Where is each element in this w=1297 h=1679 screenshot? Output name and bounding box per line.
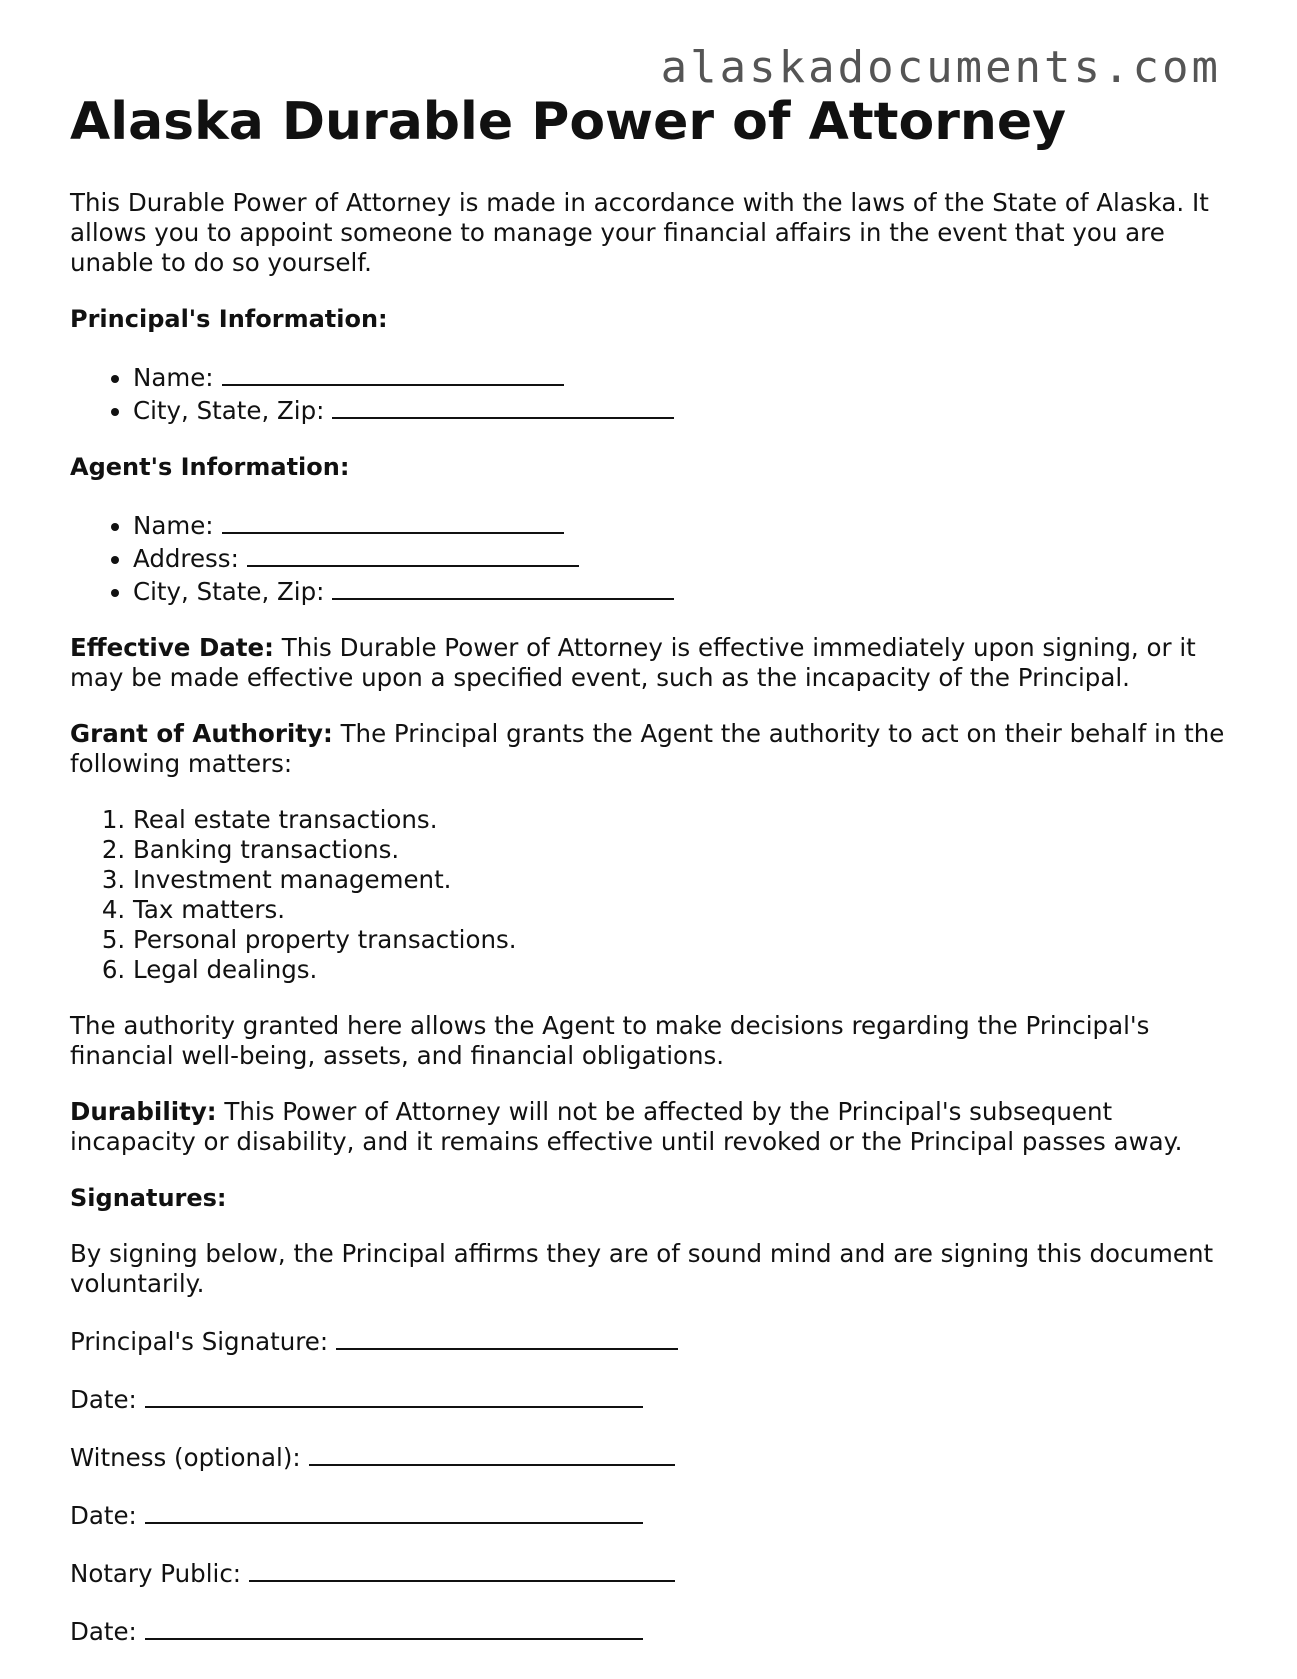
principal-name-blank[interactable] bbox=[222, 360, 564, 386]
field-label: City, State, Zip: bbox=[133, 577, 325, 606]
field-label: Address: bbox=[133, 544, 239, 573]
date-blank-3[interactable] bbox=[145, 1614, 643, 1640]
signature-label: Notary Public: bbox=[70, 1559, 242, 1588]
notary-blank[interactable] bbox=[249, 1556, 675, 1582]
agent-city-field bbox=[133, 574, 1230, 607]
principal-city-blank[interactable] bbox=[332, 393, 674, 419]
date-blank-1[interactable] bbox=[145, 1382, 643, 1408]
date-line-3 bbox=[70, 1614, 1230, 1647]
durability-text: This Power of Attorney will not be affected by the Principal's subsequent incapacity or disability, and it remains effective until revoked or the Principal passes away. bbox=[70, 1097, 1183, 1156]
watermark: alaskadocuments.com bbox=[660, 42, 1221, 93]
authority-note-paragraph: The authority granted here allows the Agent to make decisions regarding the Principal's financial well-being, assets, and financial obligations. bbox=[70, 1011, 1150, 1070]
effective-date-paragraph bbox=[70, 633, 1230, 693]
document-page bbox=[70, 90, 1230, 1647]
authority-list bbox=[70, 805, 1230, 985]
agent-heading: Agent's Information: bbox=[70, 453, 350, 481]
field-label: City, State, Zip: bbox=[133, 396, 325, 425]
signature-label: Witness (optional): bbox=[70, 1443, 301, 1472]
principal-name-field bbox=[133, 360, 1230, 393]
agent-city-blank[interactable] bbox=[332, 574, 674, 600]
witness-line bbox=[70, 1440, 1230, 1473]
witness-blank[interactable] bbox=[309, 1440, 675, 1466]
agent-fields bbox=[70, 508, 1230, 607]
principal-heading: Principal's Information: bbox=[70, 305, 388, 333]
signature-label: Date: bbox=[70, 1617, 137, 1646]
agent-address-blank[interactable] bbox=[247, 541, 579, 567]
effective-date-label: Effective Date: bbox=[70, 633, 274, 662]
effective-date-text: This Durable Power of Attorney is effective immediately upon signing, or it may be made effective upon a specified event, such as the incapacity of the Principal. bbox=[70, 633, 1196, 692]
agent-address-field bbox=[133, 541, 1230, 574]
list-item: 5. Personal property transactions. bbox=[133, 925, 1230, 955]
list-item: 2. Banking transactions. bbox=[133, 835, 1230, 865]
date-blank-2[interactable] bbox=[145, 1498, 643, 1524]
agent-name-blank[interactable] bbox=[222, 508, 564, 534]
grant-paragraph bbox=[70, 719, 1230, 779]
grant-label: Grant of Authority: bbox=[70, 719, 333, 748]
field-label: Name: bbox=[133, 511, 214, 540]
principal-fields bbox=[70, 360, 1230, 426]
date-line-1 bbox=[70, 1382, 1230, 1415]
list-item: 1. Real estate transactions. bbox=[133, 805, 1230, 835]
principal-signature-line bbox=[70, 1324, 1230, 1357]
principal-city-field bbox=[133, 393, 1230, 426]
durability-label: Durability: bbox=[70, 1097, 217, 1126]
signature-label: Principal's Signature: bbox=[70, 1327, 329, 1356]
agent-name-field bbox=[133, 508, 1230, 541]
document-title: Alaska Durable Power of Attorney bbox=[70, 92, 1067, 152]
date-line-2 bbox=[70, 1498, 1230, 1531]
notary-line bbox=[70, 1556, 1230, 1589]
durability-paragraph bbox=[70, 1097, 1230, 1157]
intro-paragraph: This Durable Power of Attorney is made in accordance with the laws of the State of Alaska. It allows you to appoint someone to manage your financial affairs in the event that you are unable to do so yourself. bbox=[70, 188, 1209, 277]
signatures-paragraph: By signing below, the Principal affirms they are of sound mind and are signing this document voluntarily. bbox=[70, 1239, 1214, 1298]
list-item: 4. Tax matters. bbox=[133, 895, 1230, 925]
list-item: 6. Legal dealings. bbox=[133, 955, 1230, 985]
grant-text: The Principal grants the Agent the authority to act on their behalf in the following matters: bbox=[70, 719, 1225, 778]
principal-signature-blank[interactable] bbox=[336, 1324, 678, 1350]
list-item: 3. Investment management. bbox=[133, 865, 1230, 895]
field-label: Name: bbox=[133, 363, 214, 392]
signature-label: Date: bbox=[70, 1385, 137, 1414]
signature-label: Date: bbox=[70, 1501, 137, 1530]
signatures-heading: Signatures: bbox=[70, 1184, 227, 1212]
